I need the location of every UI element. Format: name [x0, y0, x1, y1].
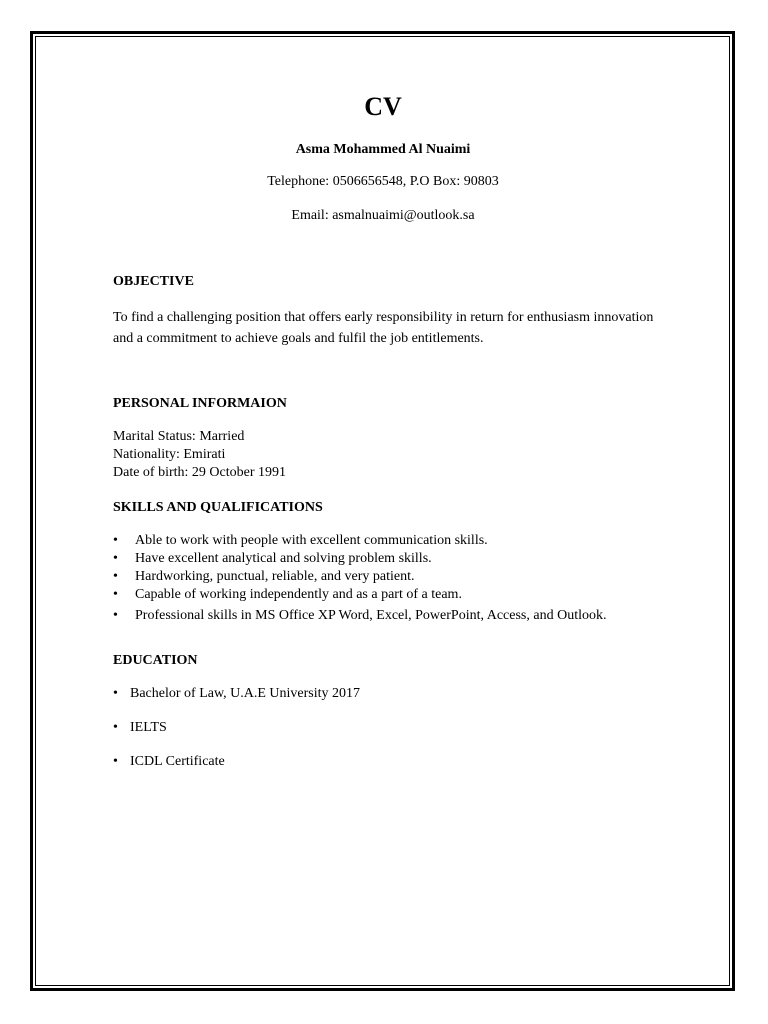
bullet-icon: •	[113, 754, 118, 769]
list-item: • IELTS	[113, 718, 360, 752]
bullet-icon: •	[113, 587, 118, 602]
list-item: • Hardworking, punctual, reliable, and very patient.	[113, 569, 415, 584]
bullet-icon: •	[113, 686, 118, 701]
bullet-icon: •	[113, 551, 118, 566]
education-heading: EDUCATION	[113, 653, 198, 668]
list-item: • Professional skills in MS Office XP Word, Excel, PowerPoint, Access, and Outlook.	[113, 608, 607, 623]
education-list	[113, 684, 360, 786]
list-item: • Bachelor of Law, U.A.E University 2017	[113, 684, 360, 718]
personal-info-heading: PERSONAL INFORMAION	[113, 396, 287, 411]
bullet-icon: •	[113, 533, 118, 548]
list-item: • ICDL Certificate	[113, 752, 360, 786]
list-item: • Have excellent analytical and solving problem skills.	[113, 551, 432, 566]
bullet-icon: •	[113, 608, 118, 623]
bullet-icon: •	[113, 569, 118, 584]
contact-telephone: Telephone: 0506656548, P.O Box: 90803	[267, 174, 499, 189]
contact-email: Email: asmalnuaimi@outlook.sa	[291, 208, 475, 223]
personal-info-list	[113, 428, 286, 482]
objective-text: To find a challenging position that offers early responsibility in return for enthusiasm innovation and a commitment to achieve goals and fulfil the job entitlements.	[113, 310, 654, 346]
list-item: • Capable of working independently and as a part of a team.	[113, 587, 462, 602]
objective-heading: OBJECTIVE	[113, 274, 194, 289]
cv-title: CV	[364, 92, 402, 121]
date-of-birth: Date of birth: 29 October 1991	[113, 465, 287, 480]
skills-list	[113, 532, 606, 625]
candidate-name: Asma Mohammed Al Nuaimi	[295, 142, 471, 157]
skills-heading: SKILLS AND QUALIFICATIONS	[113, 500, 323, 515]
marital-status: Marital Status: Married	[113, 429, 245, 444]
bullet-icon: •	[113, 720, 118, 735]
nationality: Nationality: Emirati	[113, 447, 226, 462]
list-item: • Able to work with people with excellent communication skills.	[113, 533, 488, 548]
